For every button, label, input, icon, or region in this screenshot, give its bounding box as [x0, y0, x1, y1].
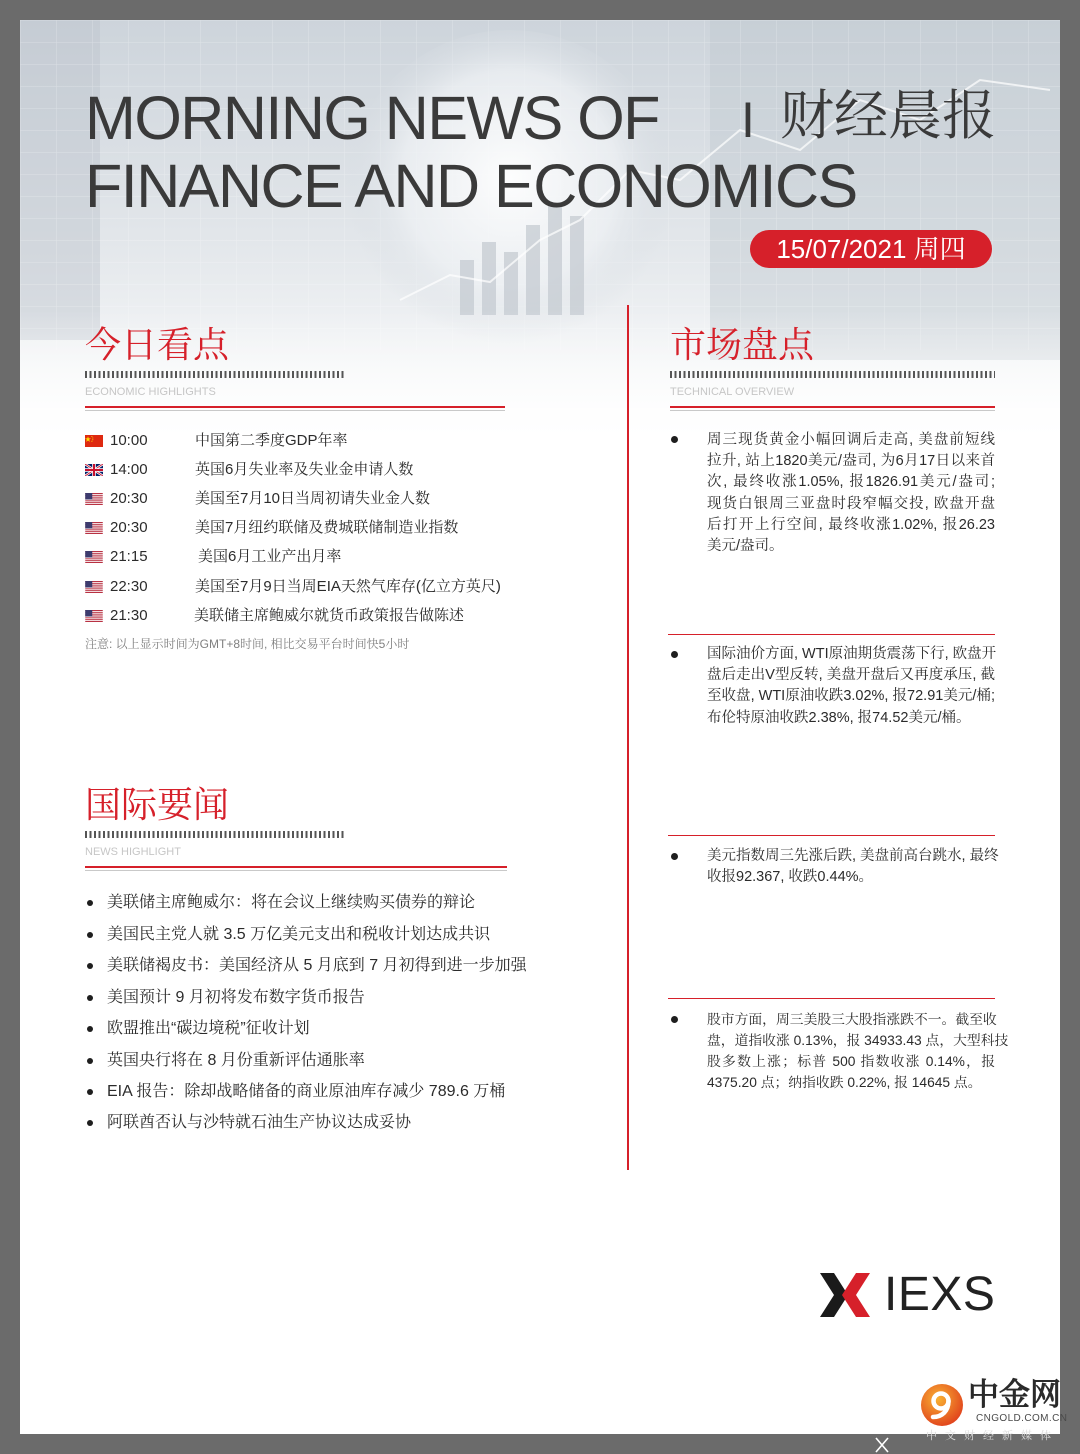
news-bullet [87, 1026, 93, 1032]
timezone-note: 注意: 以上显示时间为GMT+8时间, 相比交易平台时间快5小时 [85, 637, 410, 651]
market-line: 4375.20 点；纳指收跌 0.22%, 报 14645 点。 [707, 1075, 982, 1090]
watermark-domain: CNGOLD.COM.CN [976, 1413, 1068, 1424]
news-item: 英国央行将在 8 月份重新评估通胀率 [107, 1052, 365, 1069]
column-divider [627, 305, 629, 1170]
news-item: 阿联酋否认与沙特就石油生产协议达成妥协 [107, 1114, 412, 1131]
event-time: 14:00 [110, 461, 148, 478]
market-line: 盘后走出V型反转, 美盘开盘后又再度承压, 截 [707, 667, 995, 684]
event-text: 美国6月工业产出月率 [198, 548, 342, 565]
date-badge: 15/07/2021 周四 [750, 230, 992, 268]
news-bullet [87, 1120, 93, 1126]
news-bullet [87, 1058, 93, 1064]
event-text: 美国至7月10日当周初请失业金人数 [195, 490, 431, 507]
title-english-line-1: MORNING NEWS OF [85, 84, 659, 152]
event-time: 20:30 [110, 490, 148, 507]
news-bullet [87, 995, 93, 1001]
us-flag-icon [85, 581, 103, 593]
iexs-logo-text: IEXS [884, 1268, 996, 1321]
market-line: 股多数上涨；标普 500 指数收涨 0.14%，报 [707, 1054, 995, 1069]
market-line: 美元指数周三先涨后跌, 美盘前高台跳水, 最终 [707, 848, 999, 864]
event-text: 英国6月失业率及失业金申请人数 [195, 461, 414, 478]
us-flag-icon [85, 522, 103, 534]
event-text: 美国至7月9日当周EIA天然气库存(亿立方英尺) [195, 578, 501, 595]
event-time: 10:00 [110, 432, 148, 449]
news-bullet [87, 963, 93, 969]
market-line: 拉升, 站上1820美元/盎司, 为6月17日以来首 [707, 453, 995, 470]
watermark-slogan: 中文财经新媒体 [926, 1430, 1059, 1442]
highlights-dotted-rule [85, 371, 345, 378]
market-separator [668, 998, 995, 999]
market-line: 后打开上行空间, 最终收涨1.02%, 报26.23 [707, 516, 995, 533]
cngold-logo-icon [920, 1383, 964, 1427]
market-gray-rule [670, 410, 995, 411]
market-item-crude-oil [707, 644, 995, 729]
market-red-rule [670, 406, 995, 408]
event-time: 22:30 [110, 578, 148, 595]
news-item: 美国民主党人就 3.5 万亿美元支出和税收计划达成共识 [107, 926, 491, 943]
event-row [85, 490, 515, 508]
market-subtitle: TECHNICAL OVERVIEW [670, 386, 795, 398]
us-flag-icon [85, 493, 103, 505]
market-bullet [671, 1016, 678, 1023]
corner-x-mark-icon [874, 1434, 890, 1454]
market-separator [668, 835, 995, 836]
news-title: 国际要闻 [85, 784, 230, 825]
market-bullet [671, 853, 678, 860]
news-red-rule [85, 866, 507, 868]
highlights-gray-rule [85, 410, 505, 411]
event-time: 21:15 [110, 548, 148, 565]
market-item-precious-metals [707, 430, 995, 557]
event-time: 21:30 [110, 607, 148, 624]
title-chinese: 财经晨报 [780, 86, 996, 146]
news-item: 美联储主席鲍威尔：将在会议上继续购买债券的辩论 [107, 894, 476, 911]
market-dotted-rule [670, 371, 995, 378]
uk-flag-icon [85, 464, 103, 476]
event-row [85, 519, 515, 537]
market-bullet [671, 436, 678, 443]
iexs-x-logo-icon [820, 1273, 870, 1317]
title-english-line-2: FINANCE AND ECONOMICS [85, 152, 857, 220]
watermark-name: 中金网 [968, 1377, 1061, 1412]
news-item: 美联储褐皮书：美国经济从 5 月底到 7 月初得到进一步加强 [107, 957, 527, 974]
market-line: 布伦特原油收跌2.38%, 报74.52美元/桶。 [707, 709, 971, 726]
news-item: EIA 报告：除却战略储备的商业原油库存减少 789.6 万桶 [107, 1083, 506, 1100]
china-flag-icon [85, 435, 103, 447]
highlights-subtitle: ECONOMIC HIGHLIGHTS [85, 386, 216, 398]
event-row [85, 461, 515, 479]
highlights-title: 今日看点 [85, 324, 230, 365]
us-flag-icon [85, 551, 103, 563]
news-bullet [87, 900, 93, 906]
event-text: 中国第二季度GDP年率 [195, 432, 348, 449]
news-dotted-rule [85, 831, 345, 838]
market-bullet [671, 651, 678, 658]
news-subtitle: NEWS HIGHLIGHT [85, 846, 181, 858]
event-row [85, 578, 515, 596]
market-item-us-stocks [707, 1009, 1009, 1093]
title-separator: I [741, 92, 755, 148]
market-line: 收报92.367, 收跌0.44%。 [707, 869, 874, 886]
market-line: 次, 最终收涨1.05%, 报1826.91美元/盎司; [707, 474, 995, 491]
market-line: 国际油价方面, WTI原油期货震荡下行, 欧盘开 [707, 646, 997, 662]
event-row [85, 432, 515, 450]
market-line: 盘，道指收涨 0.13%，报 34933.43 点，大型科技 [707, 1033, 1009, 1048]
highlights-red-rule [85, 406, 505, 408]
market-line: 周三现货黄金小幅回调后走高, 美盘前短线 [707, 432, 995, 448]
event-row [85, 548, 515, 566]
market-title: 市场盘点 [670, 324, 815, 365]
market-separator [668, 634, 995, 635]
event-time: 20:30 [110, 519, 148, 536]
event-text: 美联储主席鲍威尔就货币政策报告做陈述 [194, 607, 465, 624]
market-item-dollar-index [707, 846, 999, 888]
news-gray-rule [85, 870, 507, 871]
news-bullet [87, 932, 93, 938]
news-bullet [87, 1089, 93, 1095]
market-line: 股市方面，周三美股三大股指涨跌不一。截至收 [707, 1012, 997, 1027]
market-line: 现货白银周三亚盘时段窄幅交投, 欧盘开盘 [707, 495, 995, 512]
market-line: 至收盘, WTI原油收跌3.02%, 报72.91美元/桶; [707, 688, 995, 705]
us-flag-icon [85, 610, 103, 622]
event-text: 美国7月纽约联储及费城联储制造业指数 [195, 519, 459, 536]
market-line: 美元/盎司。 [707, 538, 784, 555]
news-item: 欧盟推出“碳边境税”征收计划 [107, 1020, 310, 1037]
news-item: 美国预计 9 月初将发布数字货币报告 [107, 989, 365, 1006]
event-row [85, 607, 515, 625]
